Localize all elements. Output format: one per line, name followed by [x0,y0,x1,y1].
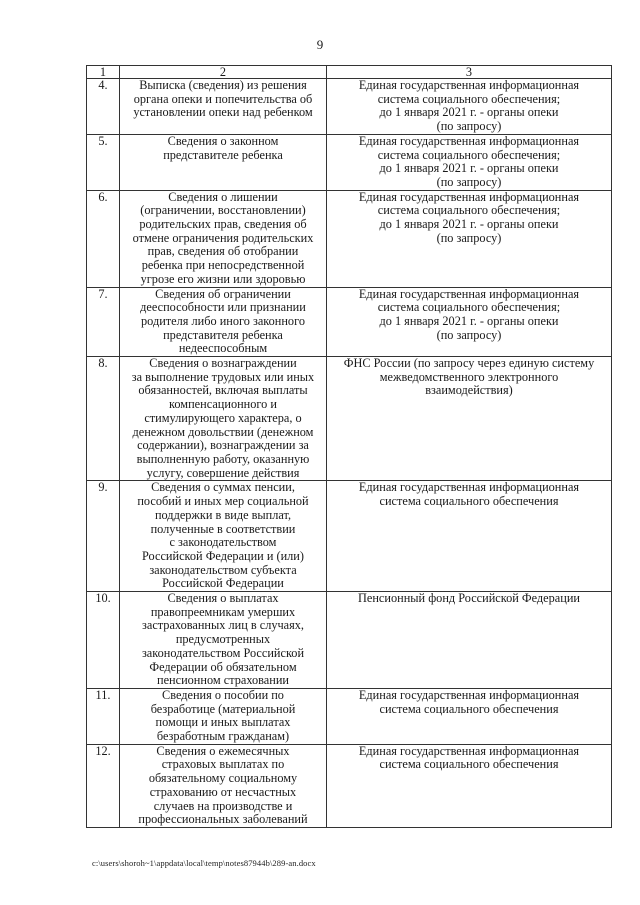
row-information [120,287,327,357]
row-information [120,79,327,135]
table-row [87,357,612,481]
row-information-text: Выписка (сведения) из решения органа опеки и попечительства об установлении опеки над ребенком [133,78,313,120]
row-source [327,688,612,744]
row-number: 8. [87,357,120,481]
row-source [327,357,612,481]
row-number: 6. [87,190,120,287]
column-header-information: 2 [120,66,327,79]
page-number: 9 [316,37,324,52]
row-source-text: Единая государственная информационная система социального обеспечения; до 1 января 2021 г. - органы опеки (по запросу) [358,189,580,245]
row-information-text: Сведения о суммах пенсии, пособий и иных мер социальной поддержки в виде выплат, полученные в соответствии с законодательством Российской Федерации и (или) законодательством субъекта Российской Федерации [137,480,309,591]
table-row [87,190,612,287]
table-row [87,79,612,135]
table-row [87,134,612,190]
row-information-text: Сведения о выплатах правопреемникам умерших застрахованных лиц в случаях, предусмотренных законодательством Российской Федерации об обязательном пенсионном страховании [141,591,305,688]
row-source-text: Пенсионный фонд Российской Федерации [358,591,580,606]
row-information [120,190,327,287]
row-number: 11. [87,688,120,744]
row-source [327,134,612,190]
row-source-text: ФНС России (по запросу через единую систему межведомственного электронного взаимодействия) [343,356,595,398]
row-information-text: Сведения о вознаграждении за выполнение трудовых или иных обязанностей, включая выплаты компенсационного и стимулирующего характера, о денежном довольствии (денежном содержании), вознаграждении за выполненную работу, оказанную услугу, совершение действия [131,356,315,480]
row-source [327,481,612,592]
table-header-row [87,66,612,79]
footer-file-path: c:\users\shoroh~1\appdata\local\temp\notes87944b\289-an.docx [92,858,316,868]
row-source-text: Единая государственная информационная система социального обеспечения [358,480,580,509]
row-information [120,592,327,689]
table-row [87,688,612,744]
row-number: 5. [87,134,120,190]
row-information-text: Сведения о законном представителе ребенка [163,133,283,162]
row-information-text: Сведения об ограничении дееспособности или признании родителя либо иного законного представителя ребенка недееспособным [140,286,306,356]
table-row [87,287,612,357]
row-information [120,688,327,744]
column-header-number: 1 [87,66,120,79]
row-source-text: Единая государственная информационная система социального обеспечения [358,743,580,772]
row-number: 4. [87,79,120,135]
row-information [120,357,327,481]
row-information [120,481,327,592]
row-information-text: Сведения о лишении (ограничении, восстановлении) родительских прав, сведения об отмене ограничения родительских прав, сведения об отобрании ребенка при непосредственной угрозе его жизни или здоровью [132,189,314,286]
column-header-source: 3 [327,66,612,79]
row-source [327,190,612,287]
document-table [86,65,612,828]
row-source [327,744,612,827]
table-row [87,481,612,592]
table-row [87,592,612,689]
row-information [120,134,327,190]
row-information-text: Сведения о ежемесячных страховых выплатах по обязательному социальному страхованию от несчастных случаев на производстве и профессиональных заболеваний [138,743,308,827]
row-number: 12. [87,744,120,827]
row-source [327,287,612,357]
row-source-text: Единая государственная информационная система социального обеспечения; до 1 января 2021 г. - органы опеки (по запросу) [358,78,580,134]
row-source [327,592,612,689]
row-source [327,79,612,135]
row-number: 10. [87,592,120,689]
row-information-text: Сведения о пособии по безработице (материальной помощи и иных выплатах безработным гражданам) [150,687,296,744]
row-source-text: Единая государственная информационная система социального обеспечения; до 1 января 2021 г. - органы опеки (по запросу) [358,286,580,342]
row-information [120,744,327,827]
row-source-text: Единая государственная информационная система социального обеспечения [358,687,580,716]
row-source-text: Единая государственная информационная система социального обеспечения; до 1 января 2021 г. - органы опеки (по запросу) [358,133,580,189]
row-number: 9. [87,481,120,592]
table-row [87,744,612,827]
row-number: 7. [87,287,120,357]
